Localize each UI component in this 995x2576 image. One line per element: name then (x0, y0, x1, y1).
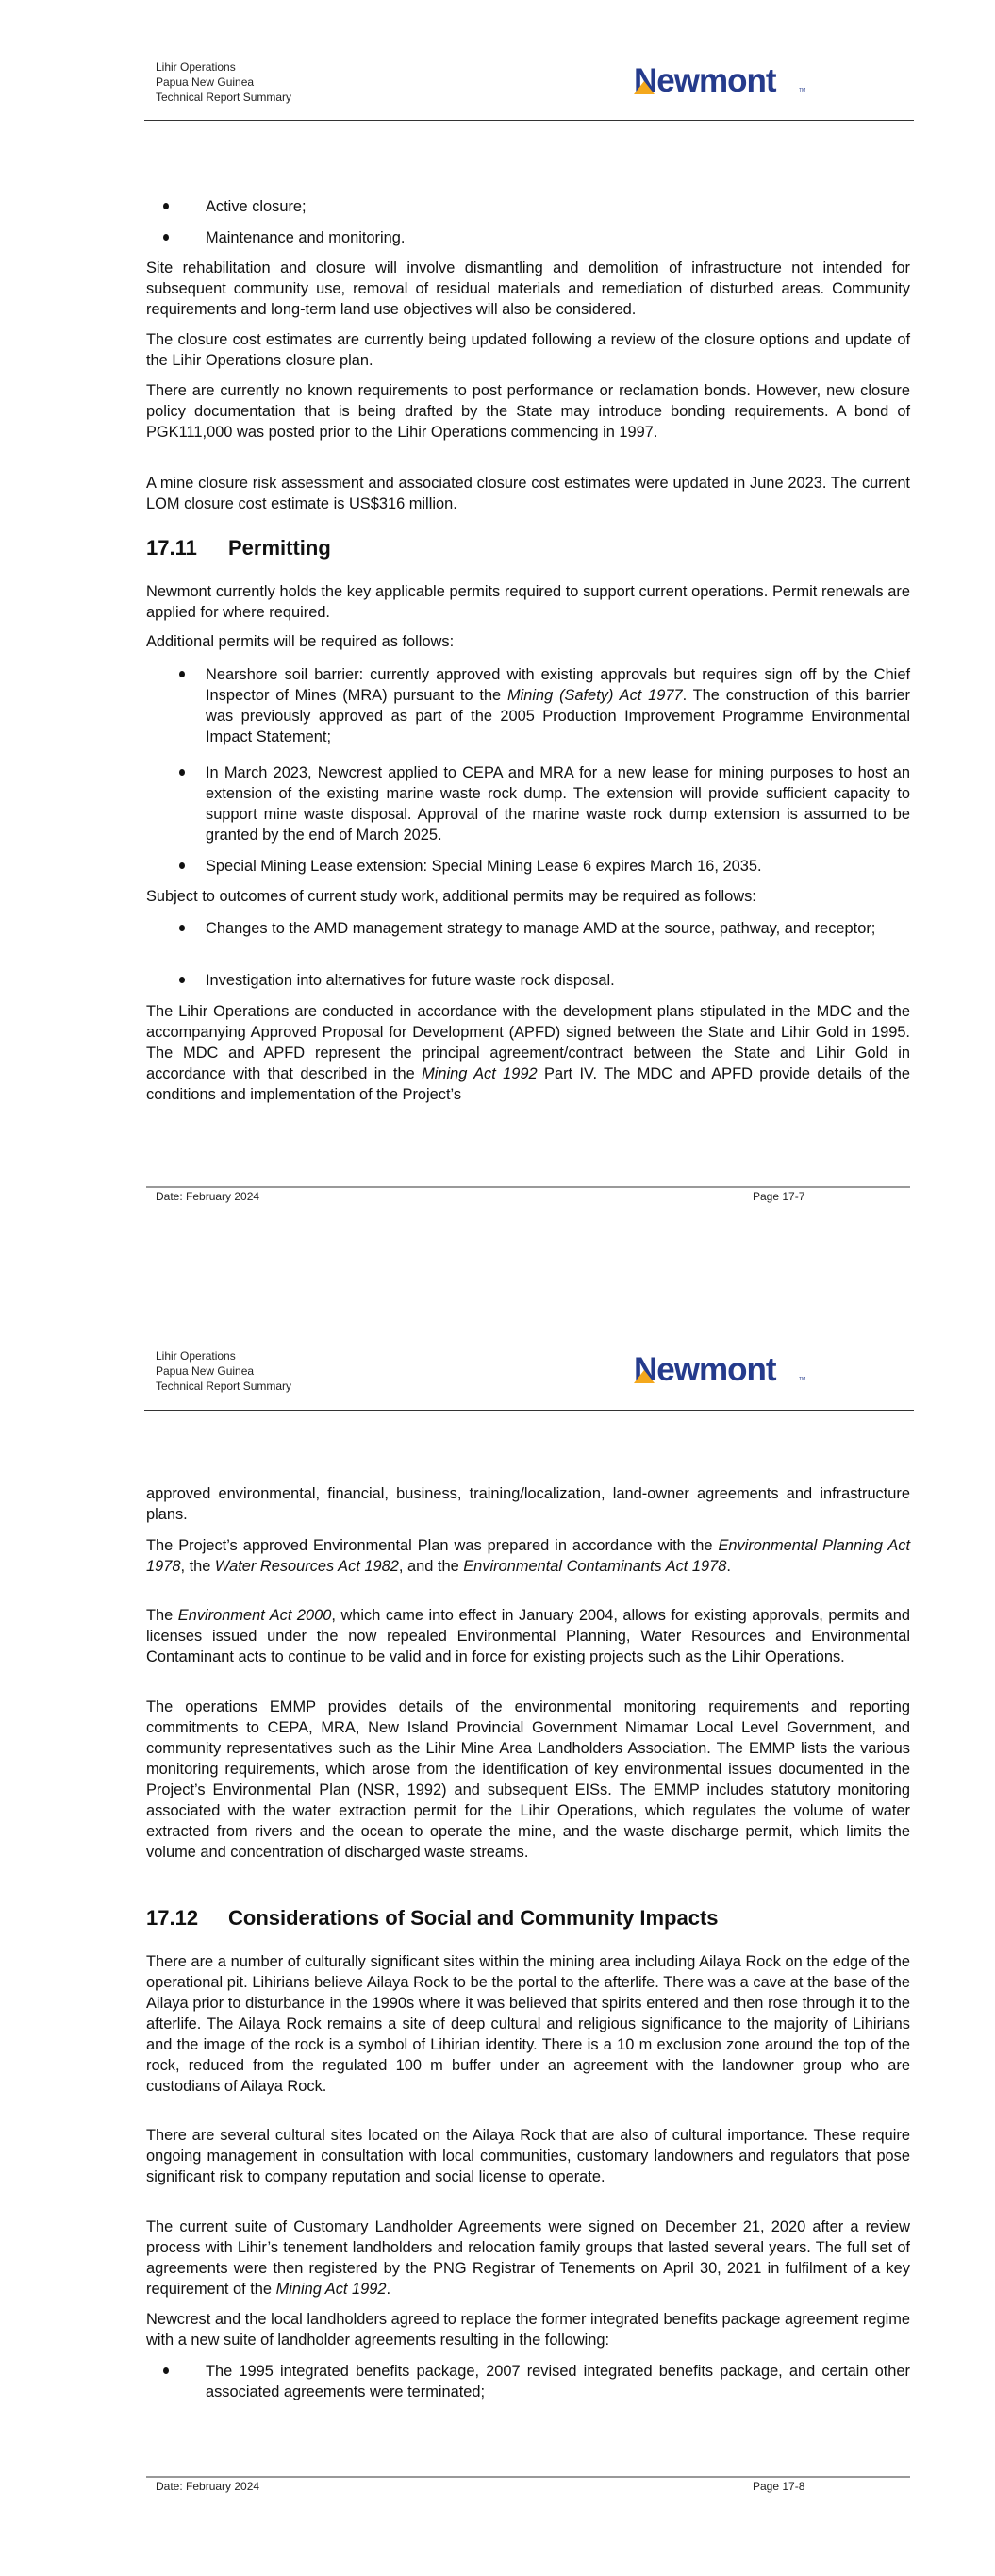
logo-trademark: TM (799, 1377, 806, 1382)
act-title: Mining Act 1992 (275, 2281, 387, 2298)
text: The Project’s approved Environmental Plan was prepared in accordance with the (146, 1537, 719, 1554)
text: , the (180, 1558, 215, 1575)
act-title: Environmental Planning Act 1978 (146, 1537, 911, 1575)
page-header-text (156, 1348, 291, 1394)
bullet-icon (179, 925, 185, 931)
logo-wordmark: Newmont (634, 1351, 776, 1388)
list-item: Active closure; (206, 198, 307, 215)
paragraph: Site rehabilitation and closure will involve dismantling and demolition of infrastructure not intended for subsequent community use, removal of residual materials and remediation of disturbed areas. Community requirements and long-term land use objectives will also be considered. (146, 259, 910, 318)
section-number: 17.11 (146, 536, 197, 560)
footer-divider (146, 2476, 910, 2478)
section-title: Considerations of Social and Community Impacts (228, 1906, 719, 1930)
act-title: Water Resources Act 1982 (214, 1558, 399, 1575)
footer-page-number: Page 17-8 (753, 2480, 805, 2493)
bullet-icon (179, 769, 185, 776)
bullet-icon (163, 203, 169, 209)
bullet-icon (163, 234, 169, 241)
paragraph: Subject to outcomes of current study work, additional permits may be required as follows: (146, 888, 756, 905)
text: The (146, 1607, 178, 1624)
section-title: Permitting (228, 536, 331, 560)
header-divider (144, 1410, 914, 1411)
header-line-2: Papua New Guinea (156, 75, 255, 89)
header-line-3: Technical Report Summary (156, 91, 292, 104)
list-item (206, 664, 910, 747)
paragraph: A mine closure risk assessment and associated closure cost estimates were updated in June 2023. The current LOM closure cost estimate is US$316 million. (146, 475, 910, 512)
list-item: Maintenance and monitoring. (206, 229, 406, 246)
section-heading-17-11 (146, 535, 331, 561)
logo-triangle-icon (634, 81, 655, 94)
paragraph (146, 1605, 910, 1667)
section-number: 17.12 (146, 1906, 199, 1930)
paragraph: The operations EMMP provides details of the environmental monitoring requirements and reporting commitments to CEPA, MRA, New Island Provincial Government Nimamar Local Level Government, and community representatives such as the Lihir Mine Area Landholders Association. The EMMP lists the various monitoring requirements, which arose from the identification of key environmental issues documented in the Project’s Environmental Plan (NSR, 1992) and subsequent EISs. The EMMP includes statutory monitoring associated with the water extraction permit for the Lihir Operations, which regulates the volume of water extracted from rivers and the ocean to operate the mine, and the waste discharge permit, which limits the volume and concentration of discharged waste streams. (146, 1698, 910, 1861)
paragraph: Additional permits will be required as follows: (146, 633, 455, 650)
footer-date: Date: February 2024 (156, 2480, 260, 2493)
list-item: Investigation into alternatives for future waste rock disposal. (206, 972, 615, 989)
header-line-1: Lihir Operations (156, 1349, 236, 1363)
footer-divider (146, 1186, 910, 1188)
list-item: The 1995 integrated benefits package, 2007 revised integrated benefits package, and certain other associated agreements were terminated; (206, 2363, 910, 2400)
paragraph (146, 1535, 910, 1577)
list-item: Special Mining Lease extension: Special Mining Lease 6 expires March 16, 2035. (206, 858, 762, 875)
paragraph (146, 1001, 910, 1105)
paragraph: Newmont currently holds the key applicable permits required to support current operations. Permit renewals are applied for where required. (146, 583, 910, 621)
text: The Lihir Operations are conducted in accordance with the development plans stipulated in the MDC and the accompanying Approved Proposal for Development (APFD) signed between the State and Lihir Gold in 1995. The MDC and APFD represent the principal agreement/contract between the State and Lihir Gold in accordance with that described in the (146, 1003, 910, 1082)
text: . The construction of this barrier was previously approved as part of the 2005 Production Improvement Programme Environmental Impact Statement; (206, 687, 910, 745)
paragraph: There are a number of culturally significant sites within the mining area including Ailaya Rock on the edge of the operational pit. Lihirians believe Ailaya Rock to be the portal to the afterlife. There was a cave at the base of the Ailaya prior to disturbance in the 1990s where it was believed that spirits entered and then rose through it to the afterlife. The Ailaya Rock remains a site of deep cultural and religious significance to the majority of Lihirians and the image of the rock is a symbol of Lihirian identity. There is a 10 m exclusion zone around the top of the rock, reduced from the regulated 100 m buffer under an agreement with the landowner group who are custodians of Ailaya Rock. (146, 1953, 910, 2095)
footer-page-number: Page 17-7 (753, 1190, 805, 1203)
text: , and the (398, 1558, 464, 1575)
newmont-logo (634, 1351, 813, 1388)
logo-trademark: TM (799, 88, 806, 93)
logo-wordmark: Newmont (634, 62, 776, 99)
header-line-2: Papua New Guinea (156, 1364, 255, 1378)
paragraph: Newcrest and the local landholders agreed to replace the former integrated benefits package agreement regime with a new suite of landholder agreements resulting in the following: (146, 2311, 910, 2349)
paragraph: The closure cost estimates are currently being updated following a review of the closure options and update of the Lihir Operations closure plan. (146, 331, 910, 369)
logo-triangle-icon (634, 1370, 655, 1383)
act-title: Mining (Safety) Act 1977 (506, 687, 683, 704)
header-line-1: Lihir Operations (156, 60, 236, 74)
bullet-icon (179, 671, 185, 677)
text: , which came into effect in January 2004, allows for existing approvals, permits and licenses issued under the now repealed Environmental Planning, Water Resources and Environmental Contaminant acts to continue to be valid and in force for existing projects such as the Lihir Operations. (146, 1607, 910, 1665)
text: Part IV. The MDC and APFD provide details of the conditions and implementation of the Project’s (146, 1065, 910, 1103)
act-title: Mining Act 1992 (422, 1065, 538, 1082)
paragraph: There are several cultural sites located on the Ailaya Rock that are also of cultural importance. These require ongoing management in consultation with local communities, customary landowners and regulators that pose significant risk to company reputation and social license to operate. (146, 2127, 910, 2185)
paragraph: approved environmental, financial, business, training/localization, land-owner agreements and infrastructure plans. (146, 1485, 910, 1523)
bullet-icon (179, 977, 185, 983)
section-heading-17-12 (146, 1905, 719, 1932)
text: . (726, 1558, 731, 1575)
bullet-icon (179, 862, 185, 869)
paragraph (146, 2216, 910, 2300)
newmont-logo (634, 62, 813, 99)
text: Nearshore soil barrier: currently approved with existing approvals but requires sign off by the Chief Inspector of Mines (MRA) pursuant to the (206, 666, 910, 704)
footer-date: Date: February 2024 (156, 1190, 260, 1203)
text: The current suite of Customary Landholder Agreements were signed on December 21, 2020 after a review process with Lihir’s tenement landholders and relocation family groups that lasted several years. The full set of agreements were then registered by the PNG Registrar of Tenements on April 30, 2021 in fulfilment of a key requirement of the (146, 2218, 910, 2298)
act-title: Environmental Contaminants Act 1978 (463, 1558, 727, 1575)
header-divider (144, 120, 914, 121)
header-line-3: Technical Report Summary (156, 1380, 292, 1393)
paragraph: There are currently no known requirements to post performance or reclamation bonds. However, new closure policy documentation that is being drafted by the State may introduce bonding requirements. A bond of PGK111,000 was posted prior to the Lihir Operations commencing in 1997. (146, 382, 910, 441)
text: . (386, 2281, 391, 2298)
list-item: In March 2023, Newcrest applied to CEPA and MRA for a new lease for mining purposes to host an extension of the existing marine waste rock dump. The extension will provide sufficient capacity to support mine waste disposal. Approval of the marine waste rock dump extension is assumed to be granted by the end of March 2025. (206, 764, 910, 844)
act-title: Environment Act 2000 (177, 1607, 332, 1624)
bullet-icon (163, 2367, 169, 2374)
page-header-text (156, 59, 291, 105)
list-item: Changes to the AMD management strategy to manage AMD at the source, pathway, and receptor; (206, 920, 876, 937)
